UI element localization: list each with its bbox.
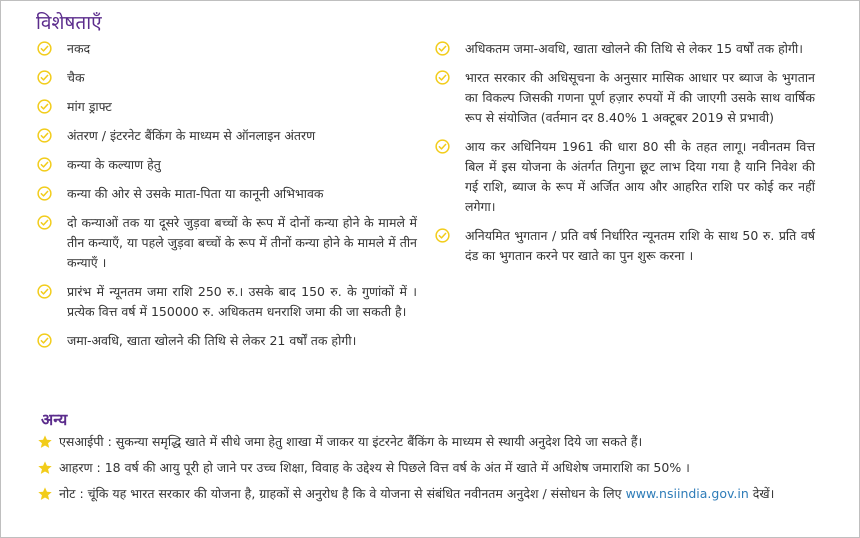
- other-item-withdrawal-text: आहरण : 18 वर्ष की आयु पूरी हो जाने पर उच्च शिक्षा, विवाह के उद्देश्य से पिछले वित्त वर्ष के अंत में खाते में अधिशेष जमाराशि का 50% ।: [59, 460, 690, 475]
- feature-item: [435, 39, 815, 59]
- check-circle-icon: [37, 186, 52, 201]
- check-circle-icon: [37, 41, 52, 56]
- check-circle-icon: [435, 70, 450, 85]
- other-item-note-text: नोट : चूंकि यह भारत सरकार की योजना है, ग्राहकों से अनुरोध है कि वे योजना से संबंधित नवीनतम अनुदेश / संसोधन के लिए: [59, 486, 626, 501]
- features-heading: विशेषताएँ: [36, 12, 102, 34]
- feature-item-text: प्रारंभ में न्यूनतम जमा राशि 250 रु.। उसके बाद 150 रु. के गुणांकों में । प्रत्येक वित्त वर्ष में 150000 रु. अधिकतम धनराशि जमा की जा सकती है।: [67, 284, 417, 319]
- check-circle-icon: [37, 99, 52, 114]
- star-icon: [37, 460, 53, 476]
- feature-item-text: चैक: [67, 70, 85, 85]
- check-circle-icon: [435, 139, 450, 154]
- feature-item-text: जमा-अवधि, खाता खोलने की तिथि से लेकर 21 वर्षों तक होगी।: [67, 333, 357, 348]
- feature-item-text: अंतरण / इंटरनेट बैंकिंग के माध्यम से ऑनलाइन अंतरण: [67, 128, 316, 143]
- feature-item: [37, 39, 417, 59]
- other-item-note-suffix: देखें।: [748, 486, 775, 501]
- features-left-column: [37, 39, 417, 360]
- feature-item-text: आय कर अधिनियम 1961 की धारा 80 सी के तहत लागू। नवीनतम वित्त बिल में इस योजना के अंतर्गत तिगुना छूट लाभ दिया गया है यानि निवेश की गई राशि, ब्याज के रूप में अर्जित आय और आहरित राशि पर कोई कर नहीं लगेगा।: [465, 139, 815, 214]
- feature-item: [37, 155, 417, 175]
- feature-item: [435, 137, 815, 217]
- check-circle-icon: [37, 70, 52, 85]
- other-list: [37, 433, 827, 511]
- feature-item-text: मांग ड्राफ्ट: [67, 99, 112, 114]
- check-circle-icon: [37, 215, 52, 230]
- features-left-list: [37, 39, 417, 351]
- check-circle-icon: [37, 284, 52, 299]
- feature-item: [37, 282, 417, 322]
- other-item-note: [37, 485, 827, 502]
- feature-item-text: अधिकतम जमा-अवधि, खाता खोलने की तिथि से लेकर 15 वर्षों तक होगी।: [465, 41, 803, 56]
- features-right-column: [435, 39, 815, 275]
- star-icon: [37, 486, 53, 502]
- feature-item-text: दो कन्याओं तक या दूसरे जुड़वा बच्चों के रूप में दोनों कन्या होने के मामले में तीन कन्याएँ, या पहले जुड़वा बच्चों के रूप में तीनों कन्या होने के मामले में तीन कन्याएँ ।: [67, 215, 417, 270]
- feature-item: [37, 331, 417, 351]
- feature-item: [435, 226, 815, 266]
- feature-item-text: कन्या के कल्याण हेतु: [67, 157, 161, 172]
- feature-item-text: कन्या की ओर से उसके माता-पिता या कानूनी अभिभावक: [67, 186, 324, 201]
- feature-item: [37, 68, 417, 88]
- other-heading: अन्य: [41, 410, 68, 429]
- feature-item-text: अनियमित भुगतान / प्रति वर्ष निर्धारित न्यूनतम राशि के साथ 50 रु. प्रति वर्ष दंड का भुगतान करने पर खाते का पुन शुरू करना ।: [465, 228, 815, 263]
- check-circle-icon: [37, 333, 52, 348]
- feature-item: [37, 126, 417, 146]
- feature-item: [37, 97, 417, 117]
- feature-item: [435, 68, 815, 128]
- other-item-sip-text: एसआईपी : सुकन्या समृद्धि खाते में सीधे जमा हेतु शाखा में जाकर या इंटरनेट बैंकिंग के माध्यम से स्थायी अनुदेश दिये जा सकते हैं।: [59, 434, 643, 449]
- check-circle-icon: [37, 157, 52, 172]
- check-circle-icon: [435, 228, 450, 243]
- feature-item: [37, 184, 417, 204]
- feature-item: [37, 213, 417, 273]
- feature-item-text: भारत सरकार की अधिसूचना के अनुसार मासिक आधार पर ब्याज के भुगतान का विकल्प जिसकी गणना पूर्ण हज़ार रुपयों में की जाएगी उसके साथ वार्षिक रूप से संयोजित (वर्तमान दर 8.40% 1 अक्टूबर 2019 से प्रभावी): [465, 70, 815, 125]
- nsi-website-link[interactable]: www.nsiindia.gov.in: [625, 486, 749, 501]
- feature-item-text: नकद: [67, 41, 91, 56]
- other-item-withdrawal: [37, 459, 827, 476]
- check-circle-icon: [435, 41, 450, 56]
- features-right-list: [435, 39, 815, 266]
- other-item-sip: [37, 433, 827, 450]
- check-circle-icon: [37, 128, 52, 143]
- star-icon: [37, 434, 53, 450]
